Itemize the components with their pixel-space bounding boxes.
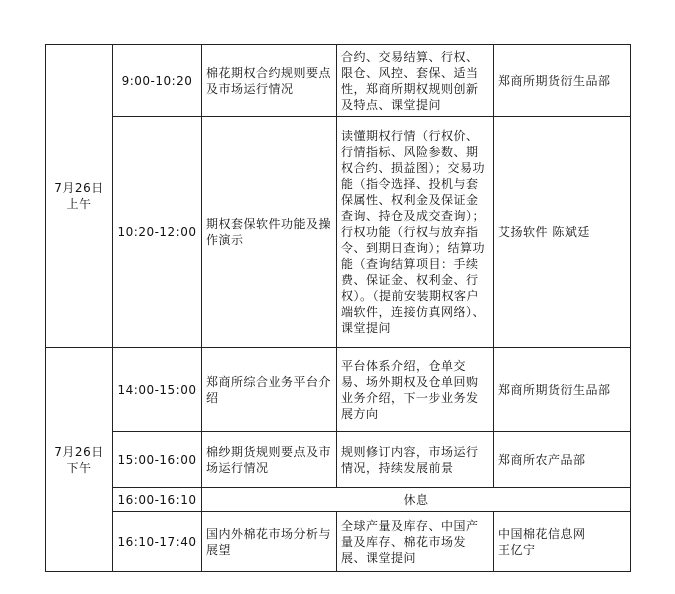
organizer-cell (494, 512, 631, 572)
schedule-table (45, 44, 631, 572)
speaker-name: 王亿宁 (498, 542, 536, 557)
table-row (46, 512, 631, 572)
content-cell: 读懂期权行情（行权价、行情指标、风险参数、期权合约、损益图）；交易功能（指令选择、投机与套保属性、权利金及保证金查询、持仓及成交查询）；行权功能（行权与放弃指令、到期日查询）；结算功能（查询结算项目：手续费、保证金、权利金、行权）。（提前安装期权客户端软件，连接仿真网络）、课堂提问 (337, 117, 494, 348)
time-cell: 10:20-12:00 (113, 117, 202, 348)
topic-cell: 国内外棉花市场分析与展望 (202, 512, 337, 572)
content-cell: 规则修订内容，市场运行情况，持续发展前景 (337, 432, 494, 488)
table-row (46, 348, 631, 432)
date-cell: 7月26日 下午 (46, 348, 113, 572)
table-row (46, 117, 631, 348)
content-cell: 合约、交易结算、行权、限仓、风控、套保、适当性，郑商所期权规则创新及特点、课堂提问 (337, 45, 494, 117)
organizer-cell: 郑商所农产品部 (494, 432, 631, 488)
content-cell: 平台体系介绍，仓单交易、场外期权及仓单回购业务介绍，下一步业务发展方向 (337, 348, 494, 432)
date-cell: 7月26日 上午 (46, 45, 113, 348)
time-cell: 14:00-15:00 (113, 348, 202, 432)
table-row (46, 432, 631, 488)
time-cell: 15:00-16:00 (113, 432, 202, 488)
topic-cell: 棉花期权合约规则要点及市场运行情况 (202, 45, 337, 117)
topic-cell: 棉纱期货规则要点及市场运行情况 (202, 432, 337, 488)
topic-cell: 期权套保软件功能及操作演示 (202, 117, 337, 348)
table-row (46, 45, 631, 117)
content-cell: 全球产量及库存、中国产量及库存、棉花市场发展、课堂提问 (337, 512, 494, 572)
organizer-name: 中国棉花信息网 (498, 526, 586, 541)
table-row (46, 488, 631, 512)
topic-cell: 郑商所综合业务平台介绍 (202, 348, 337, 432)
organizer-cell: 郑商所期货衍生品部 (494, 348, 631, 432)
time-cell: 16:10-17:40 (113, 512, 202, 572)
organizer-cell: 郑商所期货衍生品部 (494, 45, 631, 117)
break-cell: 休息 (202, 488, 631, 512)
time-cell: 9:00-10:20 (113, 45, 202, 117)
time-cell: 16:00-16:10 (113, 488, 202, 512)
organizer-cell: 艾扬软件 陈斌廷 (494, 117, 631, 348)
